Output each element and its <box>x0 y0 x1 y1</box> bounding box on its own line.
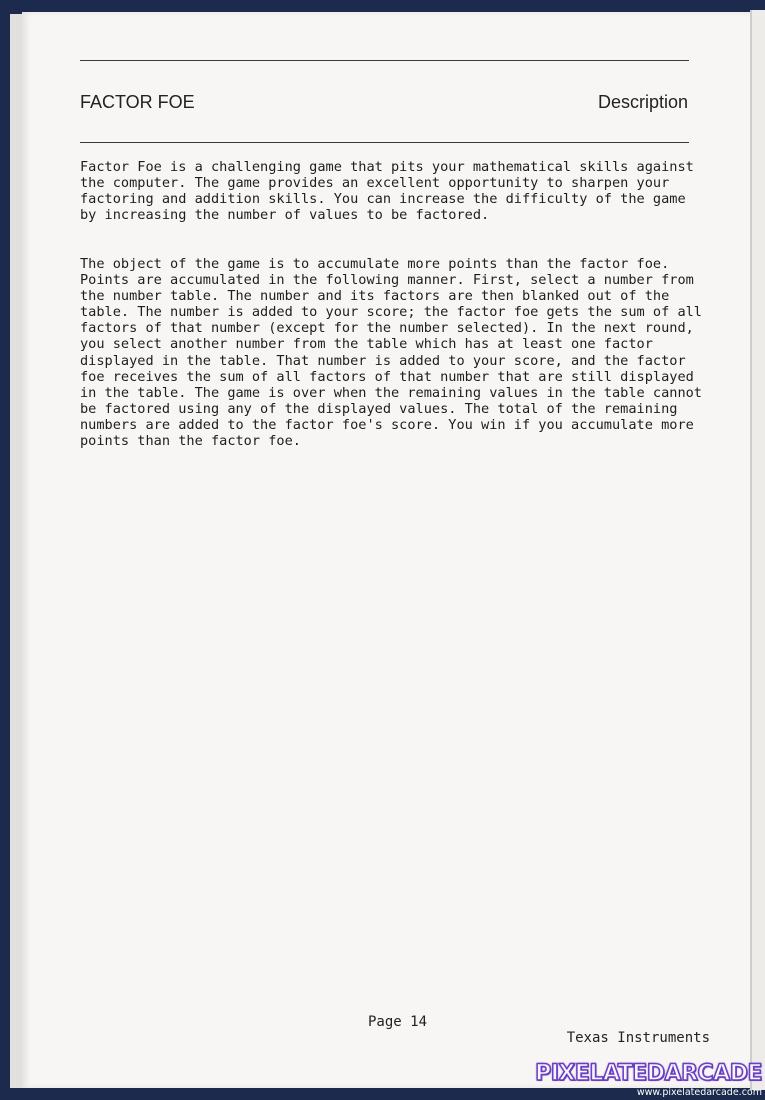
header-rule-top <box>80 60 689 61</box>
page-title: FACTOR FOE <box>80 92 195 112</box>
footer-brand: Texas Instruments <box>566 1030 710 1046</box>
paragraph-objective: The object of the game is to accumulate more points than the factor foe. Points are accumulated in the following manner. First, select a number from the number table. The number and its factors are then blanked out of the table. The number is added to your score; the factor foe gets the sum of all factors of that number (except for the number selected). In the next round, you select another number from the table which has at least one factor displayed in the table. That number is added to your score, and the factor foe receives the sum of all factors of that number that are still displayed in the table. The game is over when the remaining values in the table cannot be factored using any of the displayed values. The total of the remaining numbers are added to the factor foe's score. You win if you accumulate more points than the factor foe. <box>80 256 702 450</box>
watermark <box>535 1062 762 1098</box>
section-label: Description <box>597 92 688 112</box>
paragraph-intro: Factor Foe is a challenging game that pits your mathematical skills against the computer. The game provides an excellent opportunity to sharpen your factoring and addition skills. You can increase the difficulty of the game by increasing the number of values to be factored. <box>80 159 694 224</box>
watermark-url: www.pixelatedarcade.com <box>636 1087 762 1098</box>
page-number: Page 14 <box>368 1014 428 1030</box>
facing-page-edge <box>750 10 765 1090</box>
header-rule-bottom <box>80 142 689 143</box>
watermark-logo: PIXELATEDARCADE <box>535 1061 762 1086</box>
